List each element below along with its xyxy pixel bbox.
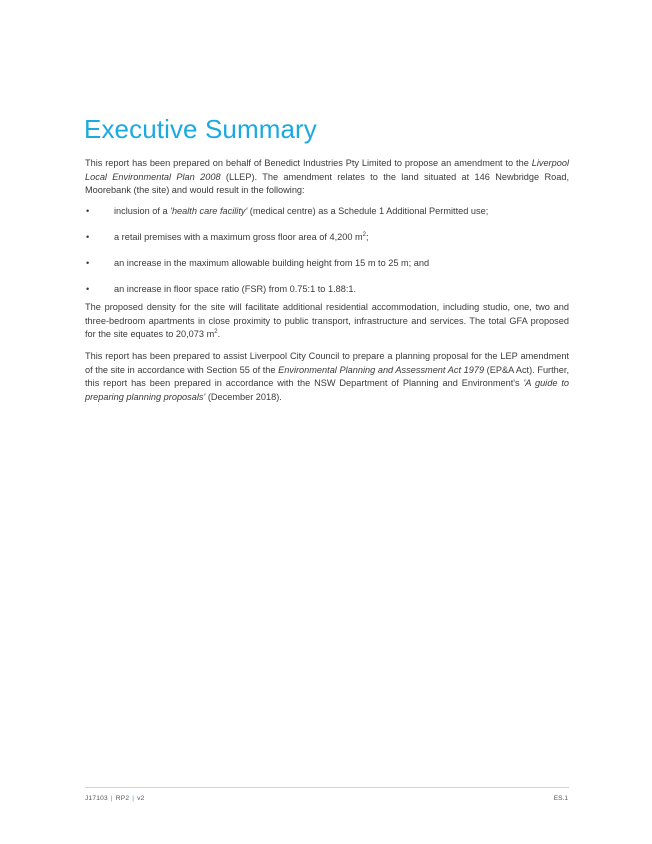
intro-text-2: (LLEP). The amendment relates to the land situated at 146 Newbridge Road, Moorebank (the site) and would result in the following:: [85, 171, 569, 195]
density-paragraph: [85, 301, 569, 342]
purpose-text-3: (December 2018).: [205, 391, 282, 402]
bullet-1-text-post: (medical centre) as a Schedule 1 Additional Permitted use;: [247, 206, 489, 216]
purpose-paragraph: [85, 350, 569, 404]
guide-name: 'A guide to preparing planning proposals': [85, 378, 569, 402]
bullet-marker: •: [86, 232, 90, 242]
bullet-1-term: 'health care facility': [170, 206, 248, 216]
footer-page-number: ES.1: [553, 795, 568, 802]
purpose-text-2: (EP&A Act). Further, this report has been prepared in accordance with the NSW Department of Planning and Environment's: [85, 364, 569, 388]
bullet-2-superscript: 2: [362, 231, 367, 238]
footer-report: RP2: [115, 795, 130, 802]
plan-name: Liverpool Local Environmental Plan 2008: [85, 158, 569, 182]
density-text-1: The proposed density for the site will facilitate additional residential accommodation, including studio, one, two and three-bedroom apartments in close proximity to public transport, infrastructure and services. The total GFA proposed for the site equates to 20,073 m: [85, 302, 569, 339]
intro-text-1: This report has been prepared on behalf of Benedict Industries Pty Limited to propose an amendment to the: [85, 158, 532, 168]
density-superscript: 2: [214, 328, 218, 335]
bullet-4-text: an increase in floor space ratio (FSR) from 0.75:1 to 1.88:1.: [114, 284, 357, 294]
footer-separator: |: [110, 795, 113, 802]
list-item: [85, 231, 569, 245]
footer-divider: [85, 787, 569, 788]
page-title: Executive Summary: [84, 114, 317, 144]
list-item: [85, 205, 569, 219]
bullet-2-text-post: ;: [366, 232, 369, 242]
bullet-1-text-pre: inclusion of a: [114, 206, 171, 216]
amendment-list: [85, 205, 569, 309]
bullet-3-text: an increase in the maximum allowable building height from 15 m to 25 m; and: [114, 258, 430, 268]
bullet-marker: •: [86, 206, 90, 216]
bullet-marker: •: [86, 284, 90, 294]
density-text-2: .: [217, 329, 221, 339]
list-item: [85, 283, 569, 297]
intro-paragraph: [85, 157, 569, 198]
act-name: Environmental Planning and Assessment Act 1979: [278, 364, 485, 375]
footer-version: v2: [137, 795, 145, 802]
bullet-marker: •: [86, 258, 90, 268]
bullet-2-text-pre: a retail premises with a maximum gross floor area of 4,200 m: [114, 232, 363, 242]
footer-job-number: J17103: [85, 795, 108, 802]
purpose-text-1: This report has been prepared to assist Liverpool City Council to prepare a planning proposal for the LEP amendment of the site in accordance with Section 55 of the: [85, 351, 569, 375]
list-item: [85, 257, 569, 271]
footer-separator: |: [132, 795, 135, 802]
footer-reference: [85, 795, 145, 802]
